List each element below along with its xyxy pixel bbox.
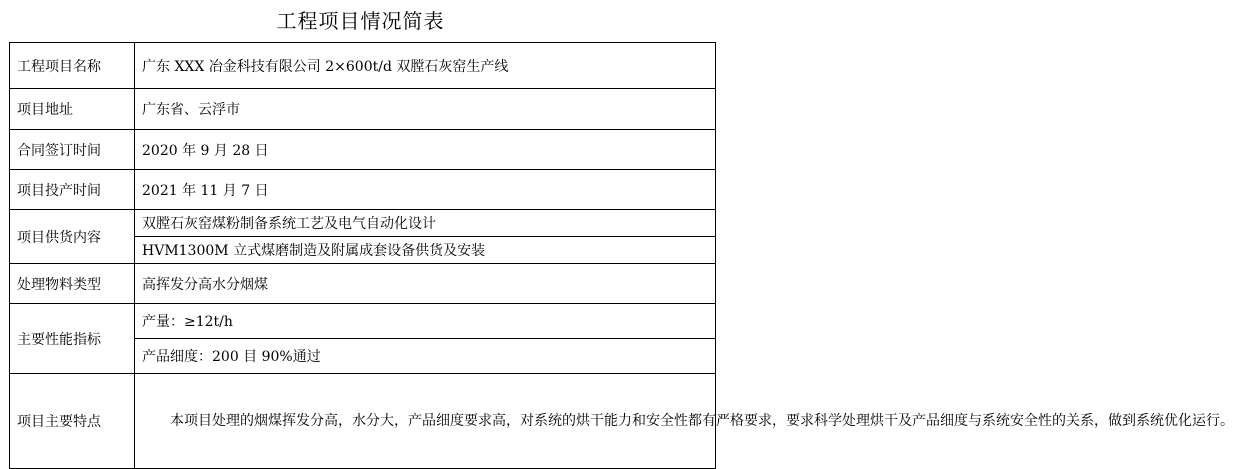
commission-date-label: 项目投产时间 [10,170,135,210]
contract-date-label: 合同签订时间 [10,130,135,170]
performance-line-2: 产品细度：200 目 90%通过 [135,339,716,374]
table-row-performance-1 [10,304,716,339]
contract-date-value: 2020 年 9 月 28 日 [135,130,716,170]
project-summary-table [9,42,1234,469]
material-type-label: 处理物料类型 [10,264,135,304]
features-cell [135,374,1234,469]
address-label: 项目地址 [10,89,135,130]
performance-label: 主要性能指标 [10,304,135,374]
document-title: 工程项目情况简表 [276,9,445,33]
project-name-value: 广东 XXX 冶金科技有限公司 2×600t/d 双膛石灰窑生产线 [135,43,716,89]
address-value: 广东省、云浮市 [135,89,716,130]
table-row-address [10,89,716,130]
table-row-contract-date [10,130,716,170]
table-row-project-name [10,43,716,89]
supply-scope-line-2: HVM1300M 立式煤磨制造及附属成套设备供货及安装 [135,237,716,264]
performance-line-1: 产量：≥12t/h [135,304,716,339]
features-value: 本项目处理的烟煤挥发分高，水分大，产品细度要求高，对系统的烘干能力和安全性都有严格要求，要求科学处理烘干及产品细度与系统安全性的关系，做到系统优化运行。 [170,412,1234,429]
table-row-commission-date [10,170,716,210]
supply-scope-label: 项目供货内容 [10,210,135,264]
table-row-supply-scope-1 [10,210,716,237]
table-row-features [10,374,716,469]
features-label: 项目主要特点 [10,374,135,469]
project-name-label: 工程项目名称 [10,43,135,89]
supply-scope-line-1: 双膛石灰窑煤粉制备系统工艺及电气自动化设计 [135,210,716,237]
material-type-value: 高挥发分高水分烟煤 [135,264,716,304]
table-row-material-type [10,264,716,304]
commission-date-value: 2021 年 11 月 7 日 [135,170,716,210]
